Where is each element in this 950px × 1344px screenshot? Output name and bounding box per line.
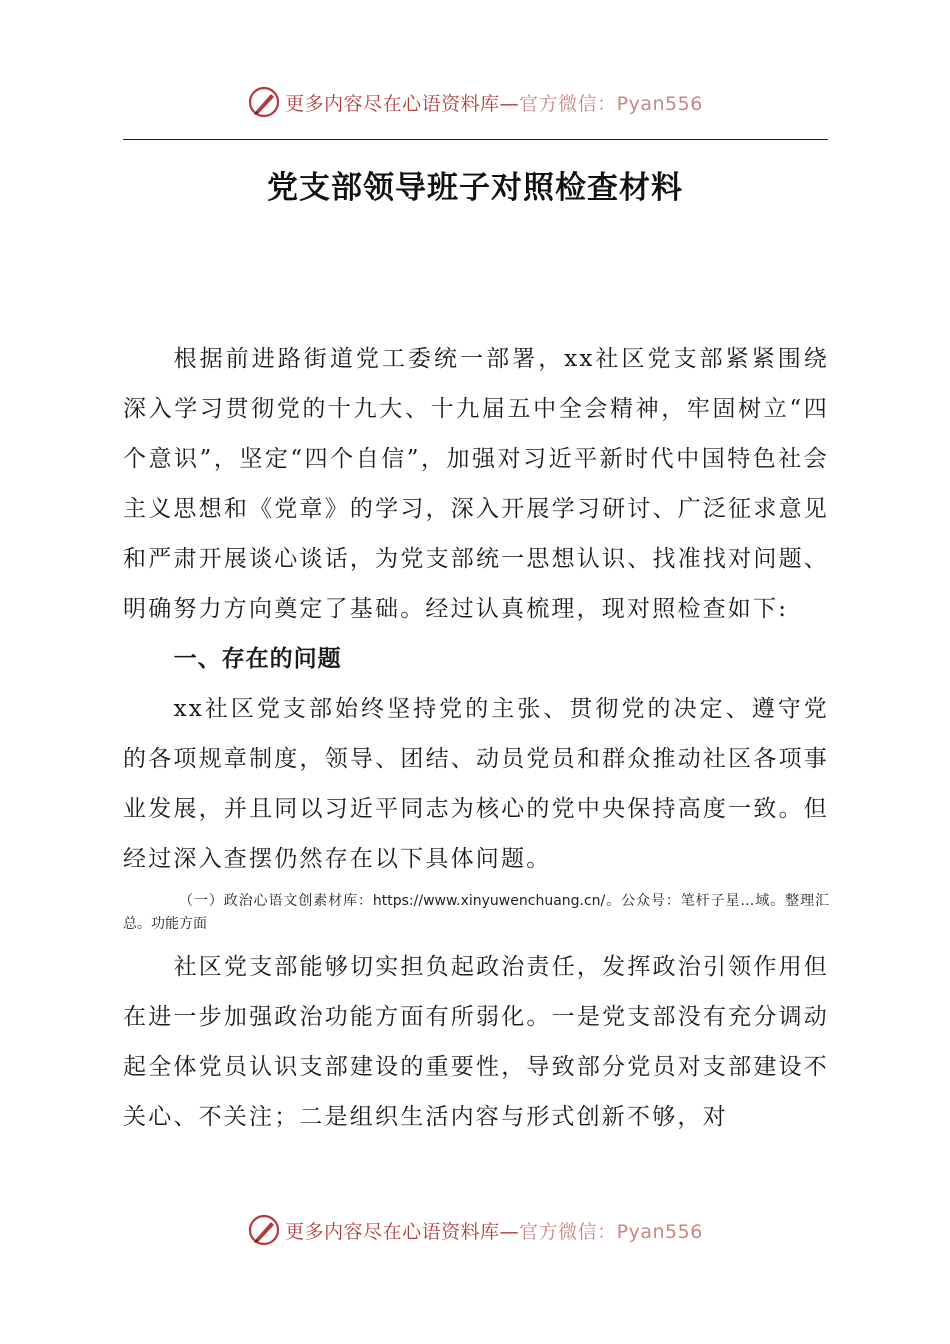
document-body [123,334,829,1142]
footer-banner [0,1210,950,1250]
header-divider [123,139,828,140]
pen-logo-icon [247,85,281,119]
paragraph-overview: xx社区党支部始终坚持党的主张、贯彻党的决定、遵守党的各项规章制度，领导、团结、动员党员和群众推动社区各项事业发展，并且同以习近平同志为核心的党中央保持高度一致。但经过深入查摆仍然存在以下具体问题。 [123,696,829,872]
pen-logo-icon [247,1213,281,1247]
subheading-note: （一）政治心语文创素材库：https://www.xinyuwenchuang.cn/。公众号：笔杆子星…域。整理汇总。功能方面 [123,893,829,932]
banner-text: 更多内容尽在心语资料库—官方微信：Pyan556 [285,92,703,115]
paragraph-intro: 根据前进路街道党工委统一部署，xx社区党支部紧紧围绕深入学习贯彻党的十九大、十九届五中全会精神，牢固树立“四个意识”，坚定“四个自信”，加强对习近平新时代中国特色社会主义思想和《党章》的学习，深入开展学习研讨、广泛征求意见和严肃开展谈心谈话，为党支部统一思想认识、找准找对问题、明确努力方向奠定了基础。经过认真梳理，现对照检查如下: [123,346,829,622]
banner-text: 更多内容尽在心语资料库—官方微信：Pyan556 [285,1220,703,1243]
paragraph-political: 社区党支部能够切实担负起政治责任，发挥政治引领作用但在进一步加强政治功能方面有所弱化。一是党支部没有充分调动起全体党员认识支部建设的重要性，导致部分党员对支部建设不关心、不关注；二是组织生活内容与形式创新不够，对 [123,954,829,1130]
section-heading: 一、存在的问题 [173,646,342,672]
document-title: 党支部领导班子对照检查材料 [267,170,683,206]
header-banner [0,82,950,122]
